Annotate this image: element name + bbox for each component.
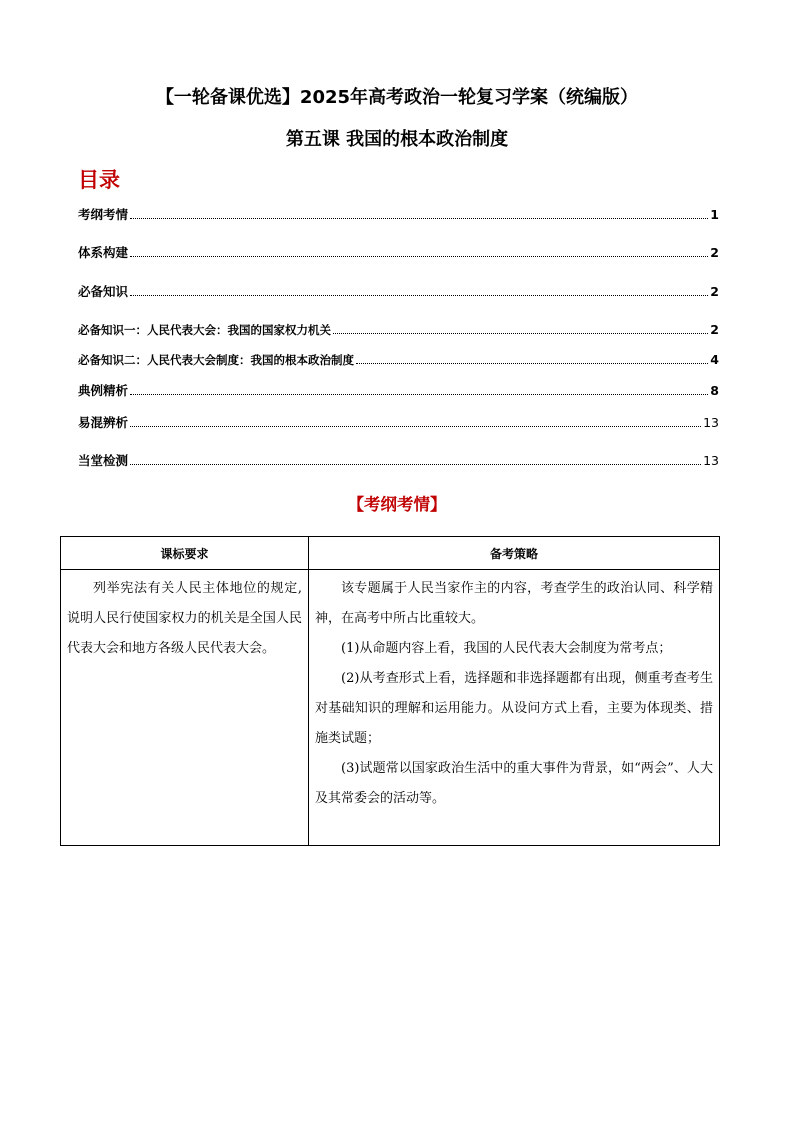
toc-entry-examples[interactable] xyxy=(78,382,719,400)
toc-entry-page: 2 xyxy=(710,245,719,260)
toc-entry-knowledge-two[interactable] xyxy=(78,351,719,369)
toc-entry-label: 当堂检测 xyxy=(78,453,129,468)
toc-entry-outline[interactable] xyxy=(78,206,719,224)
header-exam-strategy: 备考策略 xyxy=(309,537,720,570)
strategy-paragraph: (1)从命题内容上看，我国的人民代表大会制度为常考点； xyxy=(341,641,672,656)
outline-table xyxy=(60,536,720,846)
toc-entry-page: 8 xyxy=(710,383,719,398)
toc-leader-dots xyxy=(130,217,708,219)
toc-entry-page: 2 xyxy=(710,284,719,299)
lesson-title: 第五课 我国的根本政治制度 xyxy=(285,129,509,150)
strategy-cell xyxy=(309,570,720,846)
requirement-text: 列举宪法有关人民主体地位的规定,说明人民行使国家权力的机关是全国人民代表大会和地方各级人民代表大会。 xyxy=(67,581,302,656)
toc-leader-dots xyxy=(130,294,708,296)
toc-entry-page: 1 xyxy=(710,207,719,222)
toc-entry-confusion-analysis[interactable] xyxy=(78,414,719,432)
toc-leader-dots xyxy=(130,425,701,427)
toc-entry-knowledge-one[interactable] xyxy=(78,321,719,339)
header-curriculum-requirement: 课标要求 xyxy=(61,537,309,570)
toc-heading: 目录 xyxy=(78,168,120,192)
toc-entry-label: 必备知识二：人民代表大会制度：我国的根本政治制度 xyxy=(78,353,354,367)
toc-entry-label: 典例精析 xyxy=(78,383,129,398)
document-title: 【一轮备课优选】2025年高考政治一轮复习学案（统编版） xyxy=(155,87,639,108)
toc-entry-label: 必备知识 xyxy=(78,284,129,299)
toc-entry-page: 2 xyxy=(710,322,719,337)
strategy-paragraph: (3)试题常以国家政治生活中的重大事件为背景，如“两会”、人大及其常委会的活动等。 xyxy=(315,761,713,806)
toc-entry-label: 考纲考情 xyxy=(78,207,129,222)
table-row xyxy=(61,570,720,846)
section-title: 【考纲考情】 xyxy=(347,495,447,514)
toc-entry-essential-knowledge[interactable] xyxy=(78,283,719,301)
toc-leader-dots xyxy=(356,362,708,364)
toc-entry-framework[interactable] xyxy=(78,244,719,262)
toc-entry-label: 易混辨析 xyxy=(78,415,129,430)
toc-leader-dots xyxy=(130,393,708,395)
toc-leader-dots xyxy=(333,332,708,334)
toc-leader-dots xyxy=(130,463,701,465)
toc-leader-dots xyxy=(130,255,708,257)
toc-entry-page: 13 xyxy=(703,415,719,430)
toc-entry-label: 必备知识一：人民代表大会：我国的国家权力机关 xyxy=(78,323,331,337)
toc-entry-label: 体系构建 xyxy=(78,245,129,260)
strategy-paragraph: (2)从考查形式上看，选择题和非选择题都有出现，侧重考查考生对基础知识的理解和运用能力。从设问方式上看，主要为体现类、措施类试题； xyxy=(315,671,713,746)
toc-entry-classroom-test[interactable] xyxy=(78,452,719,470)
table-header-row xyxy=(61,537,720,570)
toc-entry-page: 4 xyxy=(710,352,719,367)
requirement-cell xyxy=(61,570,309,846)
strategy-paragraph: 该专题属于人民当家作主的内容，考查学生的政治认同、科学精神，在高考中所占比重较大。 xyxy=(315,581,713,626)
toc-entry-page: 13 xyxy=(703,453,719,468)
